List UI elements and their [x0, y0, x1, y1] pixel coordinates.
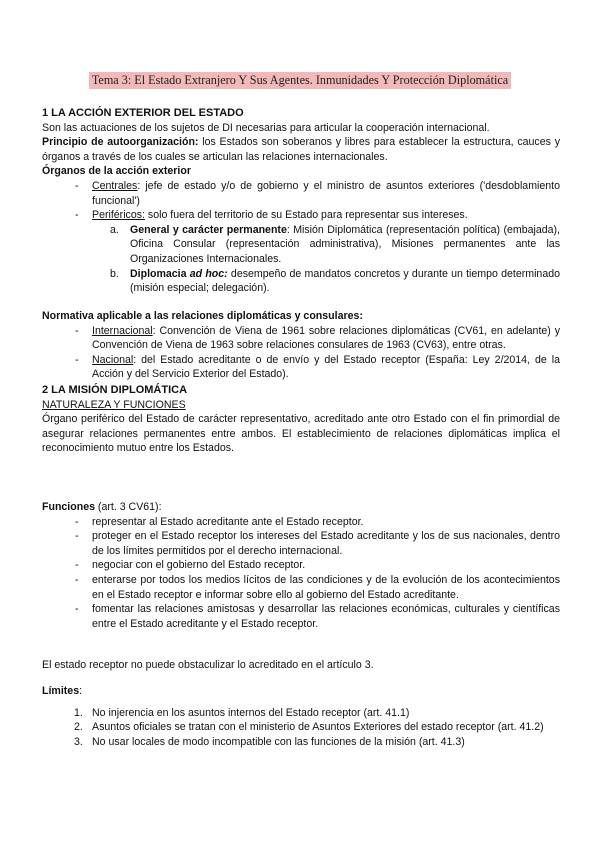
- internacional-label: Internacional: [92, 324, 153, 337]
- nacional-label: Nacional: [92, 353, 134, 366]
- list-item: [42, 573, 560, 602]
- a-text: : Misión Diplomática (representación política) (embajada), Oficina Consular (representación administrativa), Misiones permanentes ante las Organizaciones Internacionales.: [130, 223, 560, 265]
- num-marker-3: 3.: [74, 735, 83, 748]
- list-item: [42, 706, 560, 721]
- limite-text: Asuntos oficiales se tratan con el ministerio de Asuntos Exteriores del estado receptor (art. 41.2): [92, 721, 544, 734]
- title-wrap: [0, 72, 600, 89]
- limite-text: No injerencia en los asuntos internos del Estado receptor (art. 41.1): [92, 706, 410, 719]
- funcion-text: proteger en el Estado receptor los intereses del Estado acreditante y los de sus nacionales, dentro de los límites permitidos por el derecho internacional.: [92, 530, 560, 557]
- section-2-heading: 2 LA MISIÓN DIPLOMÁTICA: [42, 384, 188, 396]
- page-title: Tema 3: El Estado Extranjero Y Sus Agentes. Inmunidades Y Protección Diplomática: [89, 72, 511, 89]
- section-1-heading: 1 LA ACCIÓN EXTERIOR DEL ESTADO: [42, 107, 244, 119]
- dash-marker: -: [75, 515, 79, 528]
- dash-marker: -: [75, 559, 79, 572]
- limites-heading: [42, 684, 560, 699]
- principio-text: los Estados son soberanos y libres para establecer la estructura, cauces y órganos a través de los cuales se articulan las relaciones internacionales.: [42, 136, 560, 163]
- normativa-heading: Normativa aplicable a las relaciones diplomáticas y consulares:: [42, 310, 363, 322]
- list-item-internacional: [42, 324, 560, 353]
- list-item-centrales: [42, 179, 560, 208]
- nacional-text: : del Estado acreditante o de envío y del Estado receptor (España: Ley 2/2014, de la Acción y del Servicio Exterior del Estado).: [92, 353, 560, 381]
- b-text: desempeño de mandatos concretos y durante un tiempo determinado (misión especial; delegación).: [130, 267, 560, 295]
- internacional-text: : Convención de Viena de 1961 sobre relaciones diplomáticas (CV61, en adelante) y Convención de Viena de 1963 sobre relaciones consulares de 1963 (CV63), entre otras.: [92, 324, 560, 352]
- perifericos-label: Periféricos:: [92, 209, 145, 222]
- centrales-label: Centrales: [92, 179, 138, 192]
- limites-section: [42, 684, 560, 749]
- dash-marker: -: [75, 324, 79, 337]
- section-2-subheading: NATURALEZA Y FUNCIONES: [42, 398, 186, 411]
- principio-label: Principio de autoorganización:: [42, 136, 199, 149]
- limites-colon: :: [79, 685, 83, 697]
- funciones-section: [42, 500, 560, 631]
- dash-marker: -: [75, 603, 79, 616]
- normativa-section: [42, 309, 560, 382]
- section-1: [42, 106, 560, 296]
- centrales-text: : jefe de estado y/o de gobierno y el ministro de asuntos exteriores ('desdoblamiento funcional'): [92, 179, 560, 207]
- definition-paragraph: Órgano periférico del Estado de carácter representativo, acreditado ante otro Estado con el fin primordial de asegurar relaciones permanentes entre ambos. El establecimiento de relaciones diplomáticas implica el reconocimiento mutuo entre los Estados.: [42, 413, 560, 455]
- list-item: [42, 602, 560, 631]
- list-item-b: [42, 267, 560, 296]
- funcion-text: fomentar las relaciones amistosas y desarrollar las relaciones económicas, culturales y científicas entre el Estado acreditante y el Estado receptor.: [92, 603, 560, 630]
- alpha-marker-b: b.: [110, 267, 119, 280]
- funciones-label: Funciones: [42, 501, 95, 513]
- dash-marker: -: [75, 530, 79, 543]
- a-label: General y carácter permanente: [130, 223, 287, 236]
- note-paragraph: [42, 658, 560, 673]
- list-item-nacional: [42, 353, 560, 382]
- funciones-heading: [42, 500, 560, 515]
- limites-label: Límites: [42, 685, 80, 697]
- alpha-marker-a: a.: [110, 223, 119, 236]
- list-item: [42, 515, 560, 530]
- principio-paragraph: [42, 135, 560, 164]
- dash-marker: -: [75, 179, 79, 192]
- note-text: El estado receptor no puede obstaculizar lo acreditado en el artículo 3.: [42, 659, 374, 671]
- num-marker-1: 1.: [74, 706, 83, 719]
- list-item-perifericos: [42, 208, 560, 223]
- dash-marker: -: [75, 353, 79, 366]
- perifericos-text: solo fuera del territorio de su Estado para representar sus intereses.: [144, 209, 468, 222]
- dash-marker: -: [75, 573, 79, 586]
- list-item: [42, 558, 560, 573]
- limite-text: No usar locales de modo incompatible con las funciones de la misión (art. 41.3): [92, 735, 465, 748]
- dash-marker: -: [75, 209, 79, 222]
- organos-heading: Órganos de la acción exterior: [42, 165, 191, 178]
- b-label: Diplomacia: [130, 267, 190, 280]
- funcion-text: enterarse por todos los medios lícitos de las condiciones y de la evolución de los acontecimientos en el Estado receptor e informar sobre ello al gobierno del Estado acreditante.: [92, 573, 560, 601]
- b-italic: ad hoc:: [189, 267, 228, 280]
- list-item-a: [42, 223, 560, 267]
- funcion-text: negociar con el gobierno del Estado receptor.: [92, 559, 306, 572]
- list-item: [42, 529, 560, 558]
- funcion-text: representar al Estado acreditante ante el Estado receptor.: [92, 515, 364, 528]
- funciones-ref: (art. 3 CV61):: [94, 501, 162, 513]
- section-1-intro: Son las actuaciones de los sujetos de DI necesarias para articular la cooperación internacional.: [42, 121, 490, 134]
- section-2: [42, 383, 560, 456]
- list-item: [42, 720, 560, 735]
- list-item: [42, 735, 560, 750]
- num-marker-2: 2.: [74, 721, 83, 734]
